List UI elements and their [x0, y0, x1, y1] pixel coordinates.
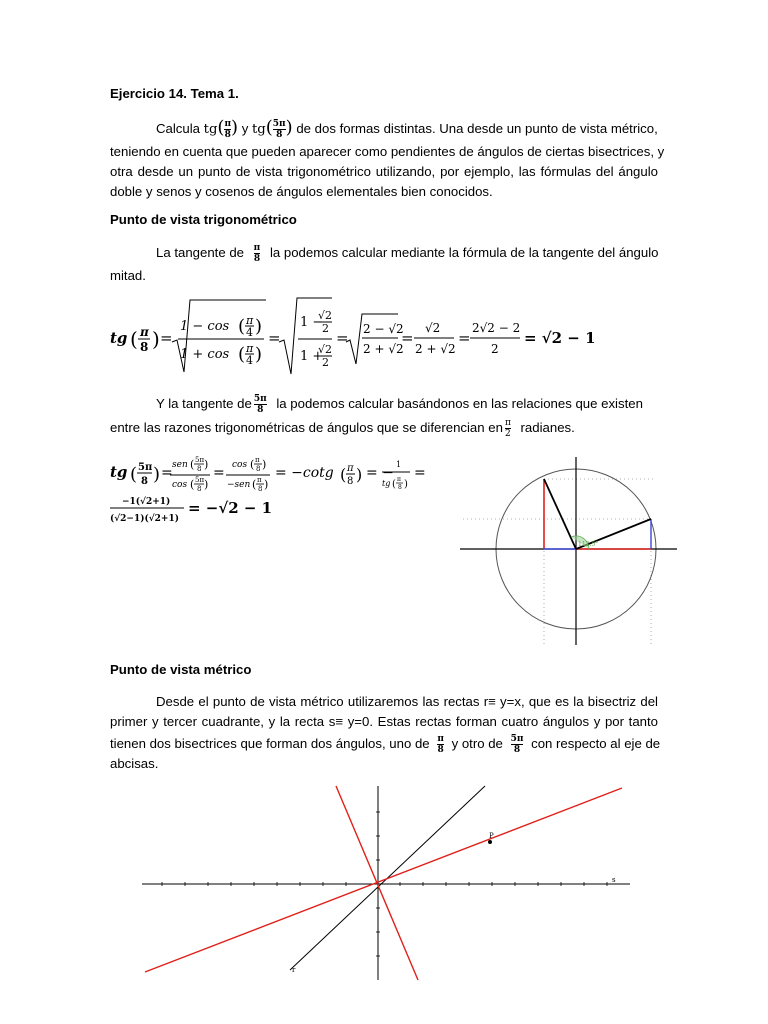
svg-text:4: 4: [246, 326, 253, 339]
svg-text:): ): [264, 478, 269, 491]
bisector-pi-8: [145, 788, 622, 972]
radius-5pi-8: [544, 479, 576, 549]
svg-text:1 − cos: 1 − cos: [180, 319, 230, 334]
trig-p1-line-2: mitad.: [110, 268, 146, 283]
svg-text:): ): [152, 327, 160, 351]
svg-text:1 −: 1 −: [300, 315, 324, 330]
metric-line-3: tienen dos bisectrices que forman dos ángulos, uno de $\frac{\pi}{8}$ y otro de $\frac{5\pi}{8}$ con respecto al eje de: [110, 734, 661, 756]
svg-text:(: (: [340, 465, 347, 484]
bisectors-figure: [140, 782, 640, 982]
svg-text:): ): [262, 458, 267, 471]
svg-text:(: (: [238, 316, 246, 337]
svg-text:π: π: [246, 314, 254, 327]
f1-8: 8: [140, 340, 149, 354]
svg-text:5π: 5π: [138, 462, 153, 473]
svg-text:): ): [153, 464, 161, 485]
svg-text:8: 8: [347, 476, 354, 487]
intro-line-2: teniendo en cuenta que pueden aparecer como pendientes de ángulos de ciertas bisectrices, y: [110, 144, 665, 159]
svg-text:sen: sen: [172, 460, 188, 470]
label-r: r: [292, 966, 296, 974]
svg-text:): ): [204, 458, 209, 471]
trig-p3-line: entre las razones trigonométricas de ángulos que se diferencian en $\frac{\pi}{2}$ radianes.: [110, 418, 575, 440]
svg-text:π: π: [347, 463, 354, 474]
svg-text:(: (: [250, 458, 255, 471]
f1-result: = √2 − 1: [524, 329, 596, 347]
point-p: [488, 840, 492, 844]
svg-text:−1(√2+1): −1(√2+1): [122, 497, 171, 507]
svg-text:8: 8: [256, 465, 261, 473]
svg-text:(: (: [190, 478, 195, 491]
svg-text:2: 2: [322, 322, 329, 335]
svg-text:π: π: [397, 476, 401, 483]
svg-text:8: 8: [141, 476, 148, 487]
svg-text:5π: 5π: [195, 456, 205, 464]
svg-text:(: (: [238, 344, 246, 365]
svg-text:=: =: [213, 465, 225, 481]
metric-line-4: abcisas.: [110, 756, 159, 771]
svg-text:(: (: [190, 458, 195, 471]
bisector-5pi-8: [336, 786, 418, 980]
label-s: s: [612, 876, 616, 884]
formula-tg-5pi-8: [100, 450, 440, 530]
svg-text:√2: √2: [318, 309, 333, 322]
svg-text:2 − √2: 2 − √2: [363, 322, 404, 336]
trig-section-title: Punto de vista trigonométrico: [110, 212, 297, 227]
svg-text:): ): [204, 478, 209, 491]
svg-text:√2: √2: [318, 343, 333, 356]
svg-text:tg: tg: [110, 463, 128, 481]
svg-text:2: 2: [322, 356, 329, 369]
svg-text:√2: √2: [425, 321, 441, 335]
svg-text:=: =: [161, 465, 173, 481]
svg-text:8: 8: [197, 465, 202, 473]
unit-circle-figure: [455, 455, 680, 655]
svg-text:= −: = −: [366, 465, 394, 481]
svg-text:): ): [404, 479, 408, 490]
svg-text:=: =: [160, 329, 173, 347]
svg-text:=: =: [268, 329, 281, 347]
metric-line-2: primer y tercer cuadrante, y la recta s≡ y=0. Estas rectas forman cuatro ángulos y por tanto: [110, 714, 658, 729]
formula-tg-pi-8: [100, 292, 600, 378]
trig-p1-line-1: La tangente de $\frac{\pi}{8}$ la podemos calcular mediante la fórmula de la tangente del ángulo: [156, 243, 659, 265]
svg-text:2 + √2: 2 + √2: [363, 342, 404, 356]
label-p: P: [489, 832, 494, 840]
svg-text:1: 1: [396, 460, 402, 469]
svg-text:): ): [255, 316, 263, 337]
svg-text:−sen: −sen: [227, 480, 251, 490]
intro-line-1: Calcula tg( $\frac{\pi}{8}$ ) y tg( $\frac{5\pi}{8}$ ) de dos formas distintas. Una desde un punto de vista métrico,: [156, 117, 658, 141]
svg-text:=: =: [401, 329, 414, 347]
svg-text:(√2−1)(√2+1): (√2−1)(√2+1): [110, 514, 179, 524]
svg-text:8: 8: [398, 484, 402, 491]
svg-text:π: π: [246, 342, 254, 355]
svg-text:4: 4: [246, 354, 253, 367]
svg-text:(: (: [130, 464, 138, 485]
svg-text:8: 8: [258, 485, 263, 493]
intro-line-4: doble y senos y cosenos de ángulos elementales bien conocidos.: [110, 184, 493, 199]
svg-text:(: (: [130, 327, 138, 351]
svg-text:1 +: 1 +: [300, 349, 324, 364]
svg-text:π: π: [255, 456, 260, 464]
exercise-heading: Ejercicio 14. Tema 1.: [110, 86, 239, 101]
svg-text:5π: 5π: [195, 476, 205, 484]
metric-line-1: Desde el punto de vista métrico utilizaremos las rectas r≡ y=x, que es la bisectriz del: [156, 694, 658, 709]
svg-text:2 + √2: 2 + √2: [415, 342, 456, 356]
svg-text:cos: cos: [232, 460, 248, 470]
svg-text:): ): [356, 465, 363, 484]
metric-section-title: Punto de vista métrico: [110, 662, 252, 677]
f1-tg: tg: [110, 329, 128, 347]
intro-line-3: otra desde un punto de vista trigonométrico utilizando, por ejemplo, las fórmulas del ángulo: [110, 164, 658, 179]
svg-text:8: 8: [197, 485, 202, 493]
svg-text:(: (: [392, 479, 396, 490]
svg-text:=: =: [414, 465, 426, 481]
svg-text:): ): [255, 344, 263, 365]
svg-text:π: π: [257, 476, 262, 484]
trig-p2-line-1: Y la tangente de $\frac{5\pi}{8}$ la podemos calcular basándonos en las relaciones que existen: [156, 394, 643, 416]
svg-text:=: =: [458, 329, 471, 347]
svg-text:2: 2: [491, 342, 499, 356]
svg-text:(: (: [252, 478, 257, 491]
svg-text:tg: tg: [382, 479, 391, 488]
svg-text:= −cotg: = −cotg: [275, 465, 334, 481]
f1-pi: π: [140, 325, 149, 339]
svg-text:cos: cos: [172, 480, 188, 490]
svg-text:1 + cos: 1 + cos: [180, 347, 230, 362]
svg-text:2√2 − 2: 2√2 − 2: [472, 321, 521, 335]
f2-result: = −√2 − 1: [188, 499, 273, 517]
angle-label: 112.5°: [578, 541, 599, 548]
svg-text:=: =: [336, 329, 349, 347]
